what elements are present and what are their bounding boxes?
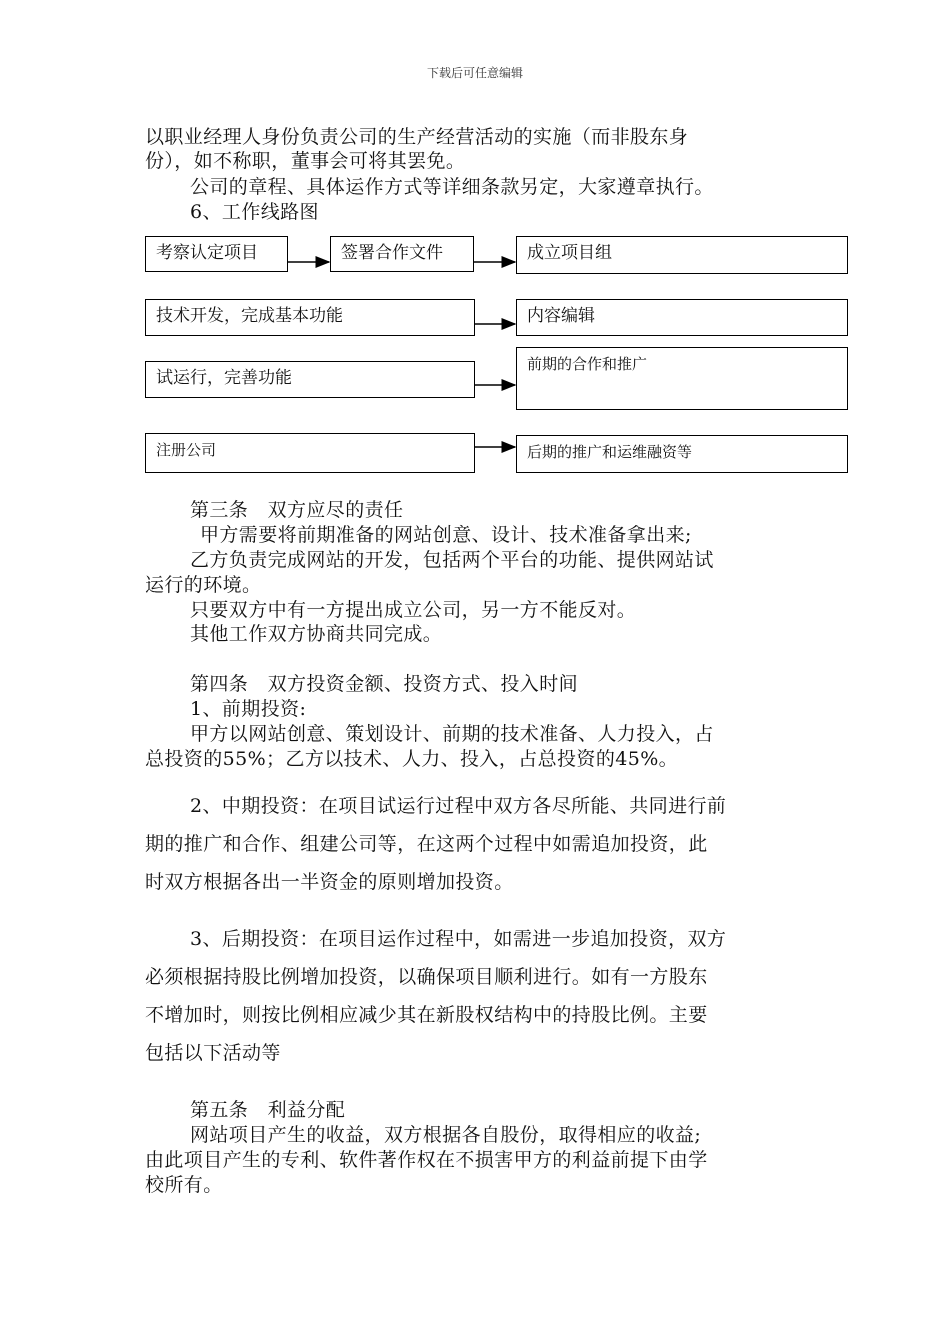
text-line: 运行的环境。	[145, 574, 262, 596]
text-line: 其他工作双方协商共同完成。	[190, 623, 443, 645]
text-line: 公司的章程、具体运作方式等详细条款另定，大家遵章执行。	[190, 176, 714, 198]
section-heading: 6、工作线路图	[190, 201, 319, 223]
text-line: 3、后期投资：在项目运作过程中，如需进一步追加投资，双方	[190, 928, 727, 950]
flow-label: 后期的推广和运维融资等	[527, 443, 693, 461]
flow-label: 签署合作文件	[341, 243, 443, 263]
flow-label: 前期的合作和推广	[527, 355, 648, 373]
text-line: 时双方根据各出一半资金的原则增加投资。	[145, 871, 514, 893]
article-title: 第四条 双方投资金额、投资方式、投入时间	[190, 673, 579, 695]
text-line: 2、中期投资：在项目试运行过程中双方各尽所能、共同进行前	[190, 795, 727, 817]
text-line: 由此项目产生的专利、软件著作权在不损害甲方的利益前提下由学	[145, 1149, 708, 1171]
text-line: 以职业经理人身份负责公司的生产经营活动的实施（而非股东身	[145, 126, 689, 148]
text-line: 网站项目产生的收益，双方根据各自股份，取得相应的收益;	[190, 1124, 702, 1146]
article-title: 第三条 双方应尽的责任	[190, 499, 404, 521]
text-line: 甲方需要将前期准备的网站创意、设计、技术准备拿出来;	[200, 524, 692, 546]
text-line: 只要双方中有一方提出成立公司，另一方不能反对。	[190, 599, 637, 621]
flowchart-arrows	[0, 0, 950, 500]
text-line: 乙方负责完成网站的开发，包括两个平台的功能、提供网站试	[190, 549, 714, 571]
flow-label: 试运行，完善功能	[156, 368, 292, 388]
text-line: 不增加时，则按比例相应减少其在新股权结构中的持股比例。主要	[145, 1004, 708, 1026]
text-line: 期的推广和合作、组建公司等，在这两个过程中如需追加投资，此	[145, 833, 708, 855]
text-line: 甲方以网站创意、策划设计、前期的技术准备、人力投入，占	[190, 723, 714, 745]
text-line: 包括以下活动等	[145, 1042, 281, 1064]
flow-label: 技术开发，完成基本功能	[156, 306, 343, 326]
flow-label: 注册公司	[156, 441, 217, 459]
text-line: 校所有。	[145, 1174, 223, 1196]
text-line: 必须根据持股比例增加投资，以确保项目顺利进行。如有一方股东	[145, 966, 708, 988]
flow-label: 成立项目组	[527, 243, 612, 263]
flow-label: 考察认定项目	[156, 243, 258, 263]
article-title: 第五条 利益分配	[190, 1099, 346, 1121]
text-line: 份），如不称职，董事会可将其罢免。	[145, 150, 466, 172]
text-line: 1、前期投资:	[190, 698, 307, 720]
text-line: 总投资的55%；乙方以技术、人力、投入，占总投资的45%。	[145, 748, 679, 770]
page-header: 下载后可任意编辑	[426, 66, 523, 80]
flow-label: 内容编辑	[527, 306, 595, 326]
